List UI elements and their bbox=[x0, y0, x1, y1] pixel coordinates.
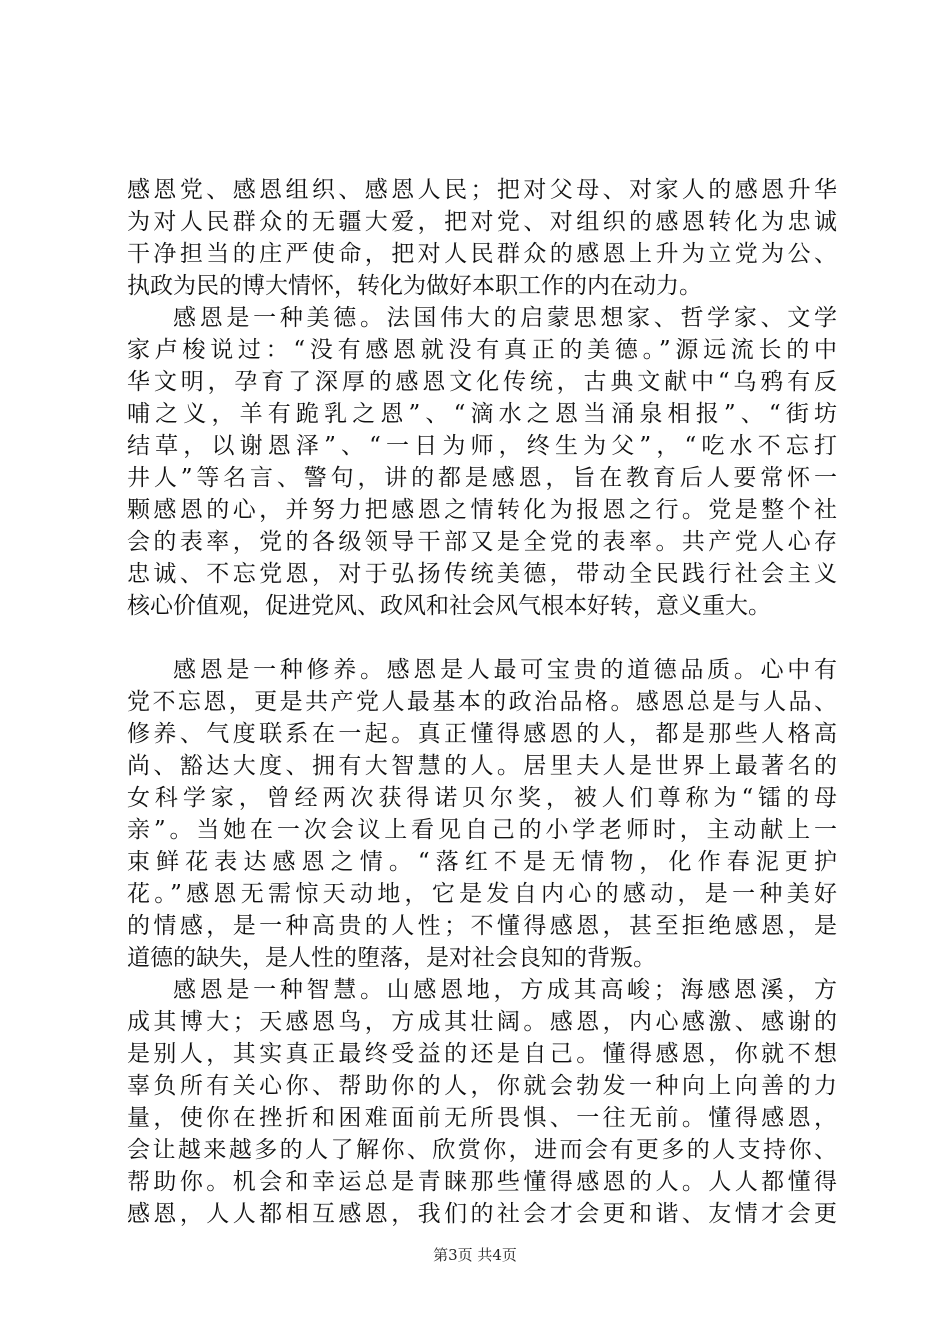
text-line: 井人”等名言、警句，讲的都是感恩，旨在教育后人要常怀一 bbox=[127, 465, 837, 491]
paragraph bbox=[127, 974, 837, 1230]
text-line: 为对人民群众的无疆大爱，把对党、对组织的感恩转化为忠诚 bbox=[127, 209, 837, 235]
text-line: 执政为民的博大情怀，转化为做好本职工作的内在动力。 bbox=[127, 273, 702, 299]
text-line: 华文明，孕育了深厚的感恩文化传统，古典文献中“乌鸦有反 bbox=[127, 369, 837, 395]
text-line: 会的表率，党的各级领导干部又是全党的表率。共产党人心存 bbox=[127, 529, 837, 555]
text-line: 束鲜花表达感恩之情。“落红不是无情物，化作春泥更护 bbox=[127, 849, 837, 875]
text-line: 感恩，人人都相互感恩，我们的社会才会更和谐、友情才会更 bbox=[127, 1201, 837, 1227]
text-line: 修养、气度联系在一起。真正懂得感恩的人，都是那些人格高 bbox=[127, 721, 837, 747]
text-line: 的情感，是一种高贵的人性；不懂得感恩，甚至拒绝感恩，是 bbox=[127, 913, 837, 939]
text-line: 尚、豁达大度、拥有大智慧的人。居里夫人是世界上最著名的 bbox=[127, 753, 837, 779]
text-line: 感恩是一种修养。感恩是人最可宝贵的道德品质。心中有 bbox=[173, 657, 837, 683]
text-line: 亲”。当她在一次会议上看见自己的小学老师时，主动献上一 bbox=[127, 817, 837, 843]
text-line: 忠诚、不忘党恩，对于弘扬传统美德，带动全民践行社会主义 bbox=[127, 561, 837, 587]
text-line: 帮助你。机会和幸运总是青睐那些懂得感恩的人。人人都懂得 bbox=[127, 1169, 837, 1195]
paragraph bbox=[127, 302, 837, 622]
text-line: 会让越来越多的人了解你、欣赏你，进而会有更多的人支持你、 bbox=[127, 1137, 837, 1163]
document-body bbox=[127, 174, 837, 1230]
paragraph bbox=[127, 654, 837, 974]
text-line: 感恩党、感恩组织、感恩人民；把对父母、对家人的感恩升华 bbox=[127, 177, 837, 203]
text-line: 结草，以谢恩泽”、“一日为师，终生为父”，“吃水不忘打 bbox=[127, 433, 837, 459]
text-line: 是别人，其实真正最终受益的还是自己。懂得感恩，你就不想 bbox=[127, 1041, 837, 1067]
page-number-footer: 第3页 共4页 bbox=[433, 1246, 517, 1264]
paragraph-spacer bbox=[127, 622, 837, 654]
text-line: 核心价值观，促进党风、政风和社会风气根本好转，意义重大。 bbox=[127, 593, 771, 619]
text-line: 女科学家，曾经两次获得诺贝尔奖，被人们尊称为“镭的母 bbox=[127, 785, 837, 811]
text-line: 家卢梭说过：“没有感恩就没有真正的美德。”源远流长的中 bbox=[127, 337, 837, 363]
text-line: 颗感恩的心，并努力把感恩之情转化为报恩之行。党是整个社 bbox=[127, 497, 837, 523]
text-line: 辜负所有关心你、帮助你的人，你就会勃发一种向上向善的力 bbox=[127, 1073, 837, 1099]
text-line: 花。”感恩无需惊天动地，它是发自内心的感动，是一种美好 bbox=[127, 881, 837, 907]
text-line: 量，使你在挫折和困难面前无所畏惧、一往无前。懂得感恩， bbox=[127, 1105, 837, 1131]
text-line: 感恩是一种智慧。山感恩地，方成其高峻；海感恩溪，方 bbox=[173, 977, 837, 1003]
text-line: 感恩是一种美德。法国伟大的启蒙思想家、哲学家、文学 bbox=[173, 305, 837, 331]
text-line: 党不忘恩，更是共产党人最基本的政治品格。感恩总是与人品、 bbox=[127, 689, 837, 715]
text-line: 哺之义，羊有跪乳之恩”、“滴水之恩当涌泉相报”、“街坊 bbox=[127, 401, 837, 427]
text-line: 干净担当的庄严使命，把对人民群众的感恩上升为立党为公、 bbox=[127, 241, 837, 267]
text-line: 成其博大；天感恩鸟，方成其壮阔。感恩，内心感激、感谢的 bbox=[127, 1009, 837, 1035]
paragraph bbox=[127, 174, 837, 302]
text-line: 道德的缺失，是人性的堕落，是对社会良知的背叛。 bbox=[127, 945, 656, 971]
